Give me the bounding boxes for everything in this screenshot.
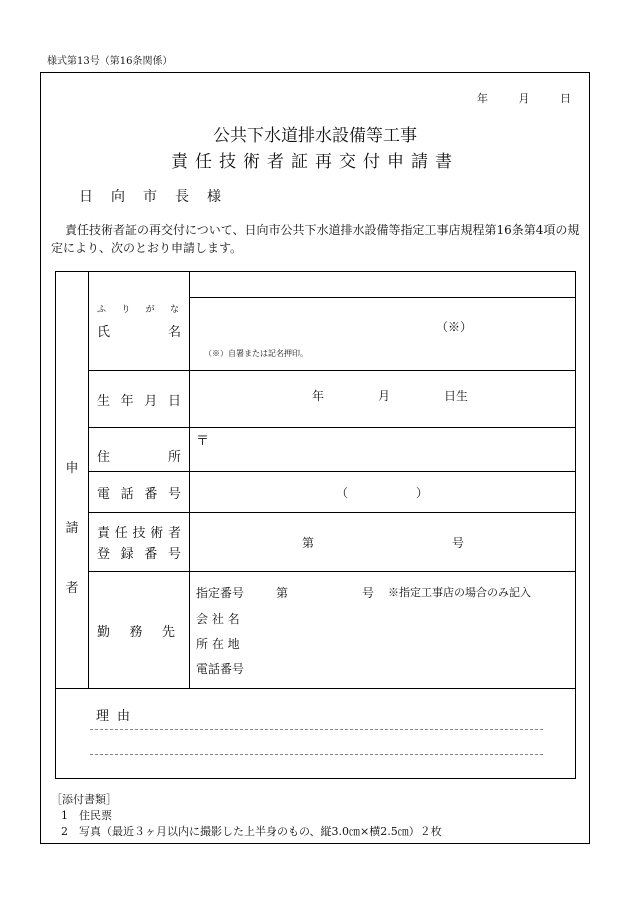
birth-month: 月 — [378, 389, 391, 403]
registration-label-cell — [89, 513, 190, 572]
designated-go: 号 — [362, 586, 375, 600]
phone-field[interactable] — [190, 472, 576, 513]
form-number: 様式第13号（第16条関係） — [47, 56, 173, 67]
company-phone-label: 電話番号 — [196, 662, 245, 676]
date-month: 月 — [518, 92, 530, 105]
phone-label: 電 話 番 号 — [97, 486, 181, 502]
attachments-heading: ［添付書類］ — [51, 793, 117, 806]
birth-year: 年 — [312, 389, 325, 403]
name-label: 氏 名 — [97, 325, 181, 340]
title-line1: 公共下水道排水設備等工事 — [213, 126, 417, 146]
phone-paren-close: ） — [416, 486, 429, 500]
birth-day: 日生 — [444, 389, 469, 403]
reason-rule-2 — [90, 754, 543, 755]
registration-field[interactable] — [190, 513, 576, 572]
furigana-label: ふ り が な — [97, 305, 179, 315]
registration-label-2: 登 録 番 号 — [97, 547, 181, 562]
addressee: 日向市長様 — [79, 189, 239, 205]
phone-paren-open: （ — [336, 486, 349, 500]
name-sign-mark: （※） — [436, 320, 473, 334]
furigana-field[interactable] — [190, 272, 576, 298]
side-char-3: 者 — [65, 581, 79, 596]
reg-go: 号 — [452, 536, 465, 550]
reason-label: 理由 — [96, 709, 139, 724]
applicant-side-label — [56, 272, 89, 689]
address-label: 住 所 — [97, 450, 181, 465]
attachment-item-1: 1 住民票 — [61, 809, 112, 822]
date-line[interactable] — [450, 90, 571, 106]
birth-label-cell — [89, 371, 190, 428]
reg-dai: 第 — [302, 536, 315, 550]
phone-label-cell — [89, 472, 190, 513]
side-char-2: 請 — [65, 521, 79, 536]
address-label-cell — [89, 428, 190, 472]
birth-field[interactable] — [190, 371, 576, 428]
company-location-label: 所 在 地 — [196, 637, 240, 651]
form-frame — [40, 72, 590, 844]
date-year: 年 — [477, 92, 488, 105]
body-text: 責任技術者証の再交付について、日向市公共下水道排水設備等指定工事店規程第16条第4項の規定により、次のとおり申請します。 — [51, 223, 580, 255]
reason-rule-1 — [90, 729, 543, 730]
name-field[interactable] — [190, 298, 576, 371]
registration-label-1: 責 任 技 術 者 — [97, 526, 181, 541]
designated-note: ※指定工事店の場合のみ記入 — [388, 586, 531, 599]
designated-dai: 第 — [276, 586, 289, 600]
birth-label: 生 年 月 日 — [97, 393, 181, 409]
name-label-cell — [89, 272, 190, 371]
side-char-1: 申 — [65, 461, 79, 476]
workplace-label-cell — [89, 572, 190, 689]
workplace-field[interactable] — [190, 572, 576, 689]
attachment-item-2: 2 写真（最近３ヶ月以内に撮影した上半身のもの、縦3.0㎝×横2.5㎝）２枚 — [61, 825, 442, 838]
reason-box[interactable] — [55, 687, 576, 779]
postal-mark: 〒 — [196, 434, 210, 449]
date-day: 日 — [560, 92, 571, 105]
name-note: （※）自署または記名押印。 — [204, 349, 308, 358]
workplace-label: 勤 務 先 — [97, 624, 175, 640]
company-name-label: 会 社 名 — [196, 612, 240, 626]
title-line2: 責任技術者証再交付申請書 — [171, 152, 459, 172]
application-table — [55, 271, 576, 689]
designated-no-label: 指定番号 — [196, 586, 245, 600]
address-field[interactable] — [190, 428, 576, 472]
